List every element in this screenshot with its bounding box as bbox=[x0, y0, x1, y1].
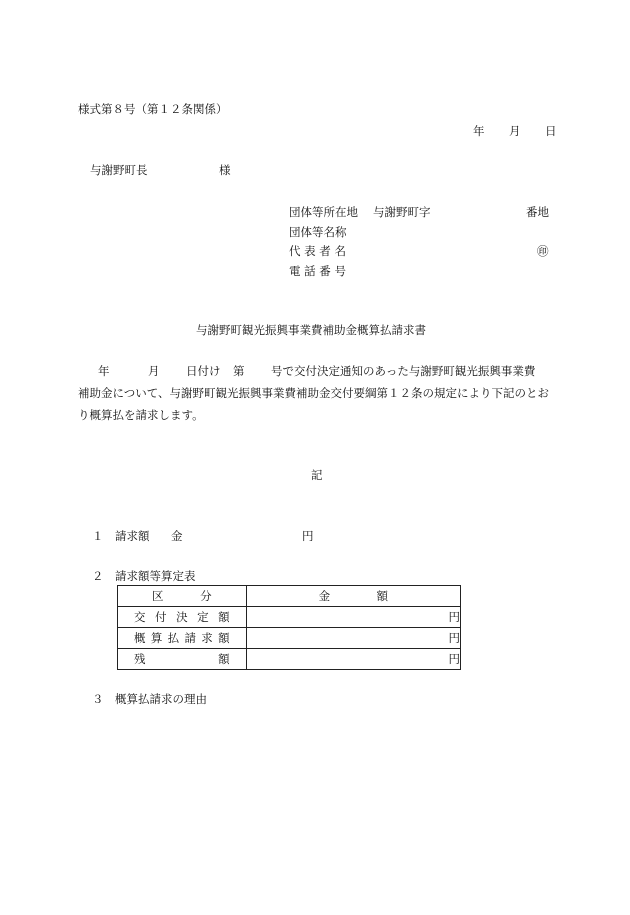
row-label-char: 定 bbox=[197, 610, 209, 624]
date-day: 日 bbox=[545, 124, 557, 138]
intro-number-prefix: 第 bbox=[233, 364, 245, 378]
row-label-char: 交 bbox=[134, 610, 146, 624]
intro-line2: 補助金について、与謝野町観光振興事業費補助金交付要綱第１２条の規定により下記のとお bbox=[78, 386, 550, 400]
intro-dated: 日付け bbox=[186, 364, 221, 378]
row-label-char: 概 bbox=[134, 631, 146, 645]
item-2-number: ２ bbox=[92, 569, 104, 583]
intro-line1: 号で交付決定通知のあった与謝野町観光振興事業費 bbox=[271, 364, 536, 378]
item-1-prefix: 金 bbox=[171, 529, 183, 543]
row-unit: 円 bbox=[448, 610, 460, 624]
header-amount-char: 金 bbox=[318, 589, 331, 603]
row-label-char: 額 bbox=[218, 652, 230, 666]
address-value: 与謝野町字 bbox=[373, 205, 431, 219]
row-label-char: 求 bbox=[201, 631, 213, 645]
header-category-char: 分 bbox=[200, 589, 212, 603]
row-label-char: 請 bbox=[184, 631, 196, 645]
item-1-label: 請求額 bbox=[115, 529, 150, 543]
row-label-char: 算 bbox=[150, 631, 163, 645]
item-2-label: 請求額等算定表 bbox=[115, 569, 196, 583]
row-label-char: 残 bbox=[134, 652, 146, 666]
row-amount-cell bbox=[246, 607, 460, 628]
addressee-honorific: 様 bbox=[219, 163, 231, 177]
item-1-number: １ bbox=[92, 529, 104, 543]
intro-year: 年 bbox=[98, 364, 110, 378]
ki-marker: 記 bbox=[311, 468, 323, 482]
document-title: 与謝野町観光振興事業費補助金概算払請求書 bbox=[196, 323, 426, 337]
org-name-label: 団体等名称 bbox=[289, 225, 347, 239]
header-category-char: 区 bbox=[152, 589, 164, 603]
seal-mark: ㊞ bbox=[537, 244, 549, 258]
representative-label: 代 表 者 名 bbox=[289, 244, 346, 258]
row-label-char: 決 bbox=[176, 610, 188, 624]
header-category-cell bbox=[118, 586, 247, 607]
row-label-cell bbox=[118, 628, 247, 649]
header-amount-cell bbox=[246, 586, 460, 607]
phone-label: 電 話 番 号 bbox=[289, 264, 346, 278]
item-3-number: ３ bbox=[92, 692, 104, 706]
date-month: 月 bbox=[509, 124, 521, 138]
row-label-char: 払 bbox=[167, 631, 180, 645]
row-label-cell bbox=[118, 649, 247, 670]
item-1-unit: 円 bbox=[302, 529, 314, 543]
row-unit: 円 bbox=[448, 652, 460, 666]
table-row bbox=[118, 607, 461, 628]
row-amount-cell bbox=[246, 649, 460, 670]
intro-line3: り概算払を請求します。 bbox=[78, 408, 204, 422]
row-amount-cell bbox=[246, 628, 460, 649]
form-number: 様式第８号（第１２条関係） bbox=[78, 102, 228, 116]
addressee-name: 与謝野町長 bbox=[90, 163, 148, 177]
row-label-char: 額 bbox=[218, 631, 230, 645]
address-suffix: 番地 bbox=[526, 205, 549, 219]
header-amount-char: 額 bbox=[376, 589, 388, 603]
row-label-cell bbox=[118, 607, 247, 628]
date-year: 年 bbox=[473, 124, 485, 138]
item-3-label: 概算払請求の理由 bbox=[115, 692, 207, 706]
table-header-row bbox=[118, 586, 461, 607]
calculation-table bbox=[117, 585, 461, 670]
table-row bbox=[118, 649, 461, 670]
row-label-char: 付 bbox=[155, 610, 167, 624]
row-unit: 円 bbox=[448, 631, 460, 645]
row-label-char: 額 bbox=[218, 610, 230, 624]
address-label: 団体等所在地 bbox=[289, 205, 358, 219]
table-row bbox=[118, 628, 461, 649]
intro-month: 月 bbox=[148, 364, 160, 378]
